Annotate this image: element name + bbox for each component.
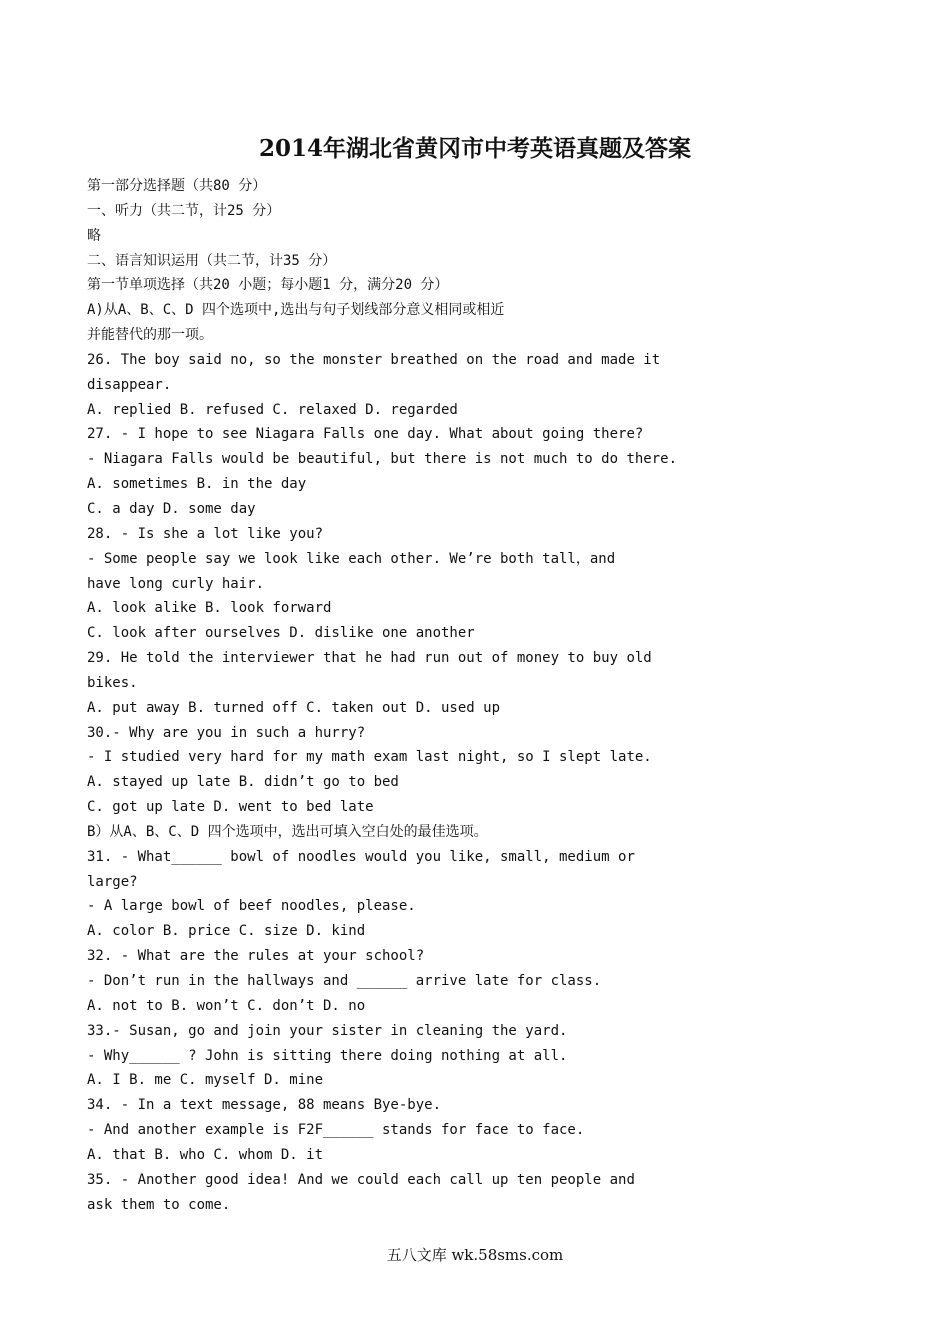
text-line: - A large bowl of beef noodles, please. bbox=[87, 898, 416, 915]
text-line: - I studied very hard for my math exam last night, so I slept late. bbox=[87, 749, 652, 766]
text-line: 略 bbox=[87, 227, 101, 244]
text-line: - And another example is F2F______ stands for face to face. bbox=[87, 1122, 585, 1139]
text-line: have long curly hair. bbox=[87, 575, 265, 592]
text-line: A. not to B. won’t C. don’t D. no bbox=[87, 997, 366, 1014]
text-line: A. that B. who C. whom D. it bbox=[87, 1146, 324, 1163]
text-line: 第一部分选择题（共80 分） bbox=[87, 178, 267, 194]
text-line: C. a day D. some day bbox=[87, 500, 256, 517]
text-line: - Some people say we look like each other. We’re both tall，and bbox=[87, 550, 616, 567]
text-line: 并能替代的那一项。 bbox=[87, 327, 213, 344]
text-line: 32. - What are the rules at your school? bbox=[87, 948, 425, 965]
text-line: B）从A、B、C、D 四个选项中，选出可填入空白处的最佳选项。 bbox=[87, 823, 488, 840]
text-line: large? bbox=[87, 873, 138, 890]
text-line: A. I B. me C. myself D. mine bbox=[87, 1072, 324, 1089]
text-line: C. got up late D. went to bed late bbox=[87, 799, 374, 816]
text-line: 第一节单项选择（共20 小题；每小题1 分，满分20 分） bbox=[87, 277, 449, 294]
text-line: 28. - Is she a lot like you? bbox=[87, 525, 324, 542]
text-line: A. color B. price C. size D. kind bbox=[87, 923, 366, 940]
text-line: 27. - I hope to see Niagara Falls one day. What about going there? bbox=[87, 426, 644, 443]
text-line: disappear. bbox=[87, 376, 172, 393]
text-line: - Don’t run in the hallways and ______ arrive late for class. bbox=[87, 973, 602, 989]
text-line: 34. - In a text message, 88 means Bye-bye. bbox=[87, 1097, 442, 1114]
text-line: 33.- Susan, go and join your sister in cleaning the yard. bbox=[87, 1022, 568, 1039]
text-line: 31. - What______ bowl of noodles would you like, small, medium or bbox=[87, 848, 635, 865]
text-line: A. stayed up late B. didn’t go to bed bbox=[87, 774, 399, 791]
text-line: A)从A、B、C、D 四个选项中,选出与句子划线部分意义相同或相近 bbox=[87, 302, 505, 319]
text-line: bikes. bbox=[87, 674, 138, 691]
text-line: A. replied B. refused C. relaxed D. regarded bbox=[87, 401, 458, 418]
text-line: A. put away B. turned off C. taken out D. used up bbox=[87, 699, 501, 716]
text-line: 35. - Another good idea! And we could each call up ten people and bbox=[87, 1171, 635, 1188]
text-line: - Niagara Falls would be beautiful, but there is not much to do there. bbox=[87, 451, 678, 468]
text-line: 30.- Why are you in such a hurry? bbox=[87, 724, 366, 741]
text-line: C. look after ourselves D. dislike one another bbox=[87, 625, 475, 642]
text-line: 26. The boy said no, so the monster breathed on the road and made it bbox=[87, 351, 661, 368]
text-line: 二、语言知识运用（共二节，计35 分） bbox=[87, 252, 337, 269]
document-title: 2014年湖北省黄冈市中考英语真题及答案 bbox=[258, 135, 691, 162]
document-body bbox=[87, 174, 887, 1217]
text-line: ask them to come. bbox=[87, 1196, 231, 1213]
page-footer: 五八文库 wk.58sms.com bbox=[386, 1246, 564, 1264]
text-line: - Why______ ? John is sitting there doing nothing at all. bbox=[87, 1047, 568, 1064]
text-line: A. look alike B. look forward bbox=[87, 600, 332, 617]
text-line: A. sometimes B. in the day bbox=[87, 476, 307, 493]
text-line: 29. He told the interviewer that he had run out of money to buy old bbox=[87, 650, 652, 667]
text-line: 一、听力（共二节，计25 分） bbox=[87, 202, 281, 219]
